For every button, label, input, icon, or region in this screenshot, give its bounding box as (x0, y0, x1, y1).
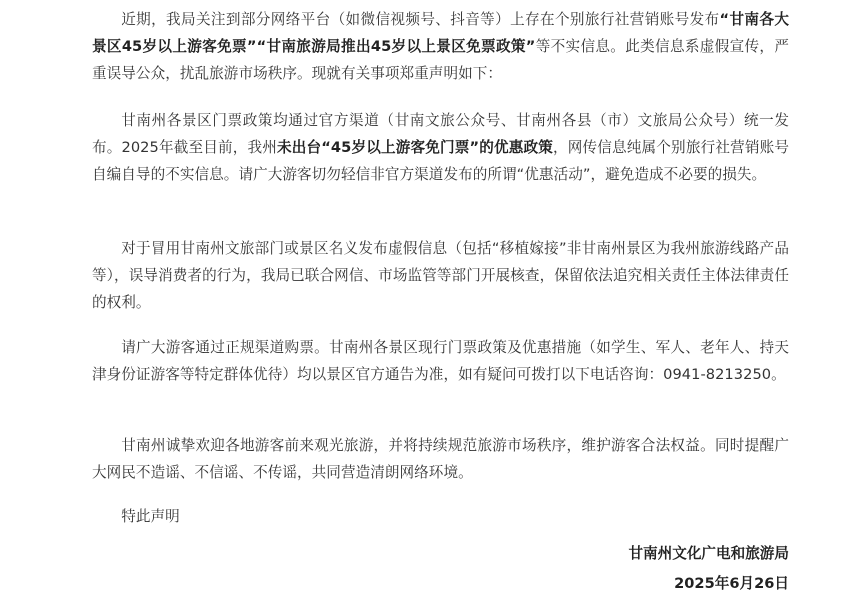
paragraph-policy (92, 107, 789, 188)
policy-bold-1: 未出台“45岁以上游客免门票”的优惠政策 (277, 139, 554, 156)
policy-text-1: 甘南州各景区门票政策均通过官方渠道（甘南文旅公众号、甘南州各县（市）文旅局公众号）统一发布。2025年截至目前，我州 (92, 112, 789, 156)
paragraph-enforcement: 对于冒用甘南州文旅部门或景区名义发布虚假信息（包括“移植嫁接”非甘南州景区为我州旅游线路产品等），误导消费者的行为，我局已联合网信、市场监管等部门开展核查，保留依法追究相关责任主体法律责任的权利。 (92, 240, 789, 311)
paragraph-intro (92, 6, 789, 87)
policy-text-2: ，网传信息纯属个别旅行社营销账号自编自导的不实信息。请广大游客切勿轻信非官方渠道发布的所谓“优惠活动”，避免造成不必要的损失。 (92, 139, 789, 183)
intro-text-1: 近期，我局关注到部分网络平台（如微信视频号、抖音等）上存在个别旅行社营销账号发布 (121, 11, 720, 28)
signature-organization: 甘南州文化广电和旅游局 (628, 545, 789, 562)
paragraph-welcome: 甘南州诚挚欢迎各地游客前来观光旅游，并将持续规范旅游市场秩序，维护游客合法权益。同时提醒广大网民不造谣、不信谣、不传谣，共同营造清朗网络环境。 (92, 437, 789, 481)
signature-date: 2025年6月26日 (674, 575, 789, 592)
paragraph-declaration: 特此声明 (121, 508, 180, 525)
intro-bold-1: “甘南各大景区45岁以上游客免票” (92, 11, 789, 55)
intro-text-3: 等不实信息。此类信息系虚假宣传，严重误导公众，扰乱旅游市场秩序。现就有关事项郑重声明如下： (92, 38, 789, 82)
intro-bold-2: “甘南旅游局推出45岁以上景区免票政策” (256, 38, 536, 55)
paragraph-tickets: 请广大游客通过正规渠道购票。甘南州各景区现行门票政策及优惠措施（如学生、军人、老年人、持天津身份证游客等特定群体优待）均以景区官方通告为准，如有疑问可拨打以下电话咨询：0941-8213250。 (92, 339, 789, 383)
